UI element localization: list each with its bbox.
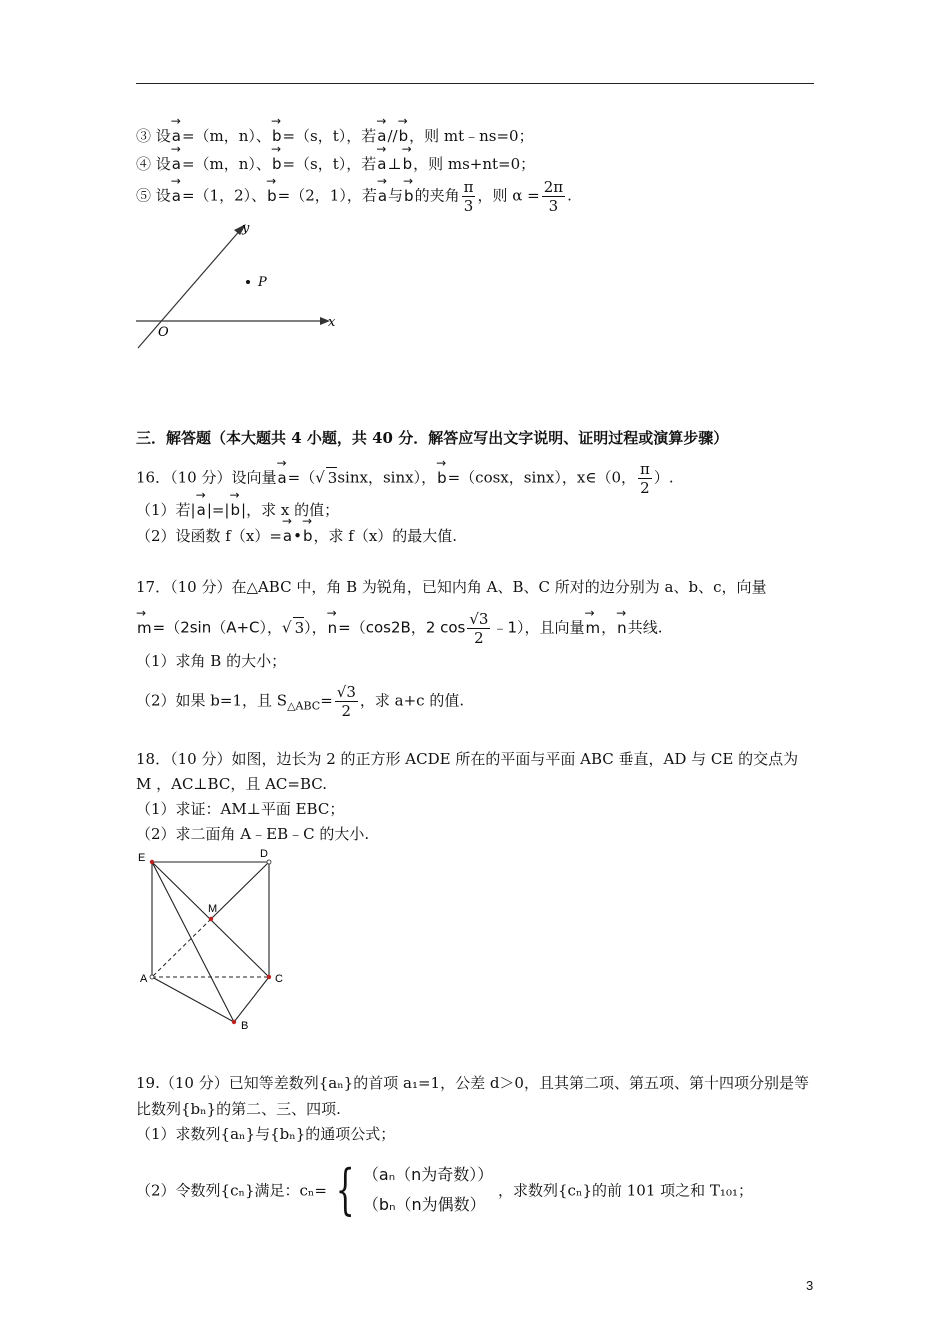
q19-stem-line-2: 比数列{bₙ}的第二、三、四项.	[136, 1100, 341, 1118]
q18-part-2: （2）求二面角 A﹣EB﹣C 的大小.	[136, 825, 370, 843]
left-brace: {	[335, 1158, 355, 1221]
case-even: （bₙ（n为偶数）	[362, 1195, 486, 1214]
fraction-pi-over-2: $\frac{\pi}{2}$	[640, 460, 650, 497]
origin-label: O	[158, 325, 169, 340]
q19-part-2: （2）令数列{cₙ}满足：cₙ= { （aₙ（n为奇数）） （bₙ（n为偶数） ，求数列{cₙ}的前 101 项之和 T₁₀₁；	[136, 1158, 753, 1221]
fraction-pi-over-3: $\frac{\pi}{3}$	[463, 178, 474, 215]
y-label: y	[242, 221, 250, 236]
q18-part-1: （1）求证：AM⊥平面 EBC；	[136, 800, 345, 818]
q17-stem: 17．（10 分）在△ABC 中，角 B 为锐角，已知内角 A、B、C 所对的边分别为 a、b、c，向量	[136, 578, 767, 596]
item-5: ⑤ 设→ a=（1，2）、→ b=（2，1），若→ a与→ b的夹角 $\frac{\pi}{3}$ ，则 α = $\frac{2\pi}{3}$ .	[136, 178, 572, 215]
q19-part-1: （1）求数列{aₙ}与{bₙ}的通项公式；	[136, 1125, 396, 1143]
q17-part-2: （2）如果 b=1，且 $S_{\triangle ABC}=$ $\frac{√3}{2}$ ，求 a+c 的值.	[136, 683, 465, 720]
label-d: D	[260, 848, 268, 860]
q19-stem-line-1: 19.（10 分）已知等差数列{aₙ}的首项 a₁=1，公差 d＞0，且其第二项、第五项、第十四项分别是等	[136, 1074, 809, 1092]
q17-part-1: （1）求角 B 的大小；	[136, 652, 287, 670]
page-number: 3	[806, 1278, 814, 1293]
oblique-axes-figure	[130, 220, 350, 355]
case-odd: （aₙ（n为奇数））	[362, 1165, 494, 1184]
y-axis	[138, 228, 242, 348]
item-3: ③ 设→ a=（m，n）、→ b=（s，t），若→ a//→ b，则 mt﹣ns=0；	[136, 126, 534, 146]
item-4: ④ 设→ a=（m，n）、→ b=（s，t），若→ a⊥→ b，则 ms+nt=0；	[136, 154, 535, 174]
fraction-2pi-over-3: $\frac{2\pi}{3}$	[543, 178, 564, 215]
x-label: x	[328, 315, 336, 330]
solid-geometry-figure	[130, 845, 300, 1035]
point-p	[246, 280, 250, 284]
q16-part-2: （2）设函数 f（x）=→ a•→ b，求 f（x）的最大值.	[136, 526, 457, 546]
fraction-2b-over-2: $\frac{√3}{2}$	[469, 610, 489, 647]
q18-stem-line-2: M ，AC⊥BC，且 AC=BC.	[136, 775, 327, 793]
q17-vectors: → m=（2sin（A+C），√ 3），→ n=（cos2B，2 cos $\frac{√3}{2}$ ﹣1），且向量→ m，→ n共线.	[136, 610, 662, 647]
q16-stem: 16．（10 分）设向量→ a=（√ 3sinx，sinx），→ b=（cosx，sinx），x∈（0， $\frac{\pi}{2}$ ）.	[136, 460, 674, 497]
label-b: B	[241, 1020, 249, 1032]
p-label: P	[258, 275, 267, 290]
label-m: M	[208, 903, 218, 915]
q18-stem-line-1: 18．（10 分）如图，边长为 2 的正方形 ACDE 所在的平面与平面 ABC 垂直，AD 与 CE 的交点为	[136, 750, 799, 768]
section-3-heading: 三．解答题（本大题共 4 小题，共 40 分．解答应写出文字说明、证明过程或演算步骤）	[136, 429, 729, 447]
label-c: C	[275, 973, 283, 985]
label-a: A	[140, 973, 148, 985]
fraction-sqrt3-over-2: $\frac{√3}{2}$	[336, 683, 356, 720]
piecewise-definition	[332, 1160, 493, 1220]
label-e: E	[138, 852, 146, 864]
header-rule	[136, 83, 814, 84]
q16-part-1: （1）若|→ a|=|→ b|，求 x 的值；	[136, 500, 339, 520]
